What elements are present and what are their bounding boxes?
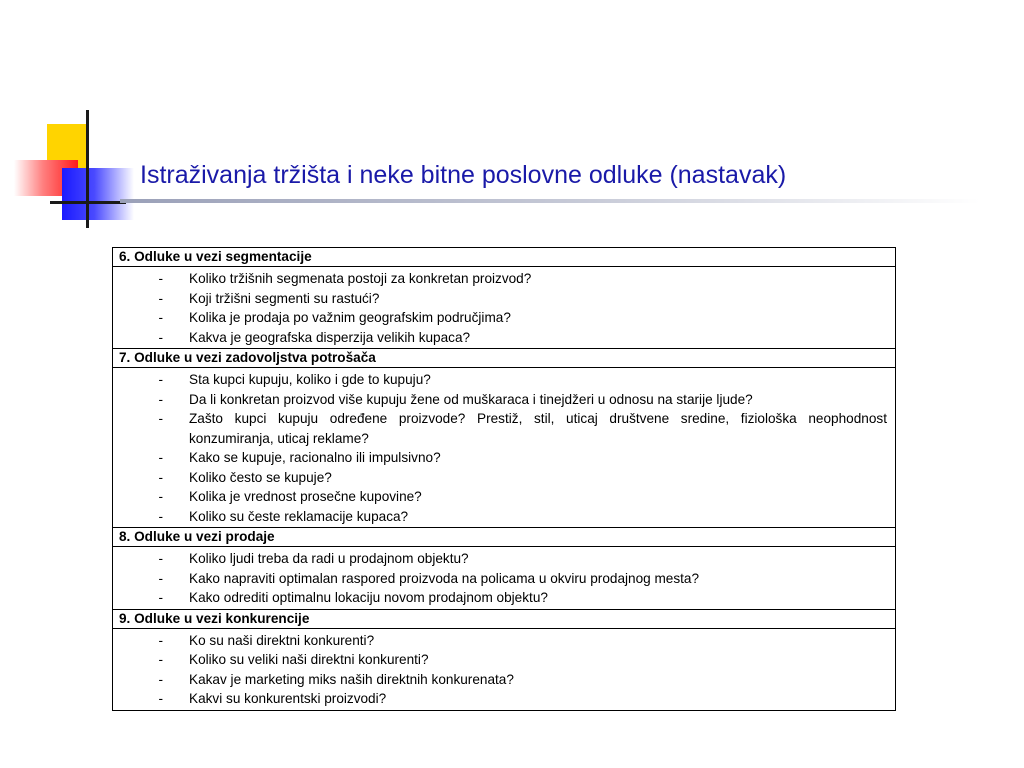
list-item: - Kako odrediti optimalnu lokaciju novom prodajnom objektu? [113,588,895,608]
list-item: - Kako napraviti optimalan raspored proizvoda na policama u okviru prodajnog mesta? [113,569,895,589]
list-item: - Koliko su česte reklamacije kupaca? [113,507,895,527]
list-item: - Koliko tržišnih segmenata postoji za konkretan proizvod? [113,269,895,289]
decisions-table [112,247,896,711]
list-item: - Kakvi su konkurentski proizvodi? [113,689,895,709]
bullet-dash: - [158,489,163,504]
bullet-dash: - [158,508,163,524]
table-section [113,527,895,609]
section-body [113,547,895,609]
section-body [113,267,895,348]
bullet-dash: - [158,372,163,387]
bullet-dash: - [158,671,163,687]
section-body [113,629,895,710]
bullet-dash: - [158,310,163,325]
list-item: - Da li konkretan proizvod više kupuju žene od muškaraca i tinejdžeri u odnosu na starije ljude? [113,390,895,410]
bullet-dash: - [158,652,163,667]
section-heading: 9. Odluke u vezi konkurencije [113,609,895,629]
bullet-dash: - [158,551,163,566]
section-heading: 7. Odluke u vezi zadovoljstva potrošača [113,348,895,368]
bullet-dash: - [158,632,163,648]
section-heading: 8. Odluke u vezi prodaje [113,527,895,547]
list-item: - Koji tržišni segmenti su rastući? [113,289,895,309]
list-item: - Koliko često se kupuje? [113,468,895,488]
vertical-line-decoration [86,110,89,228]
list-item: - Kako se kupuje, racionalno ili impulsivno? [113,448,895,468]
list-item: - Kolika je vrednost prosečne kupovine? [113,487,895,507]
horizontal-line-decoration [50,201,126,204]
list-item: - Kolika je prodaja po važnim geografskim područjima? [113,308,895,328]
list-item: - Koliko ljudi treba da radi u prodajnom objektu? [113,549,895,569]
bullet-dash: - [158,411,163,426]
blue-square-decoration [62,168,134,220]
section-body [113,368,895,527]
bullet-dash: - [158,391,163,407]
list-item: - Kakva je geografska disperzija velikih kupaca? [113,328,895,348]
bullet-dash: - [158,590,163,605]
bullet-dash: - [158,570,163,586]
bullet-dash: - [158,691,163,706]
list-item: - Zašto kupci kupuju određene proizvode? Prestiž, stil, uticaj društvene sredine, fiziološka neophodnost konzumiranja, uticaj reklame? [113,409,895,448]
bullet-dash: - [158,450,163,465]
list-item: - Sta kupci kupuju, koliko i gde to kupuju? [113,370,895,390]
bullet-dash: - [158,469,163,485]
table-section [113,348,895,527]
list-item: - Ko su naši direktni konkurenti? [113,631,895,651]
table-section [113,609,895,710]
section-heading: 6. Odluke u vezi segmentacije [113,248,895,267]
decorative-corner-graphic [0,0,140,240]
table-section [113,248,895,348]
slide-title: Istraživanja tržišta i neke bitne poslovne odluke (nastavak) [140,161,787,189]
bullet-dash: - [158,290,163,306]
list-item: - Kakav je marketing miks naših direktnih konkurenata? [113,670,895,690]
list-item: - Koliko su veliki naši direktni konkurenti? [113,650,895,670]
bullet-dash: - [158,329,163,345]
bullet-dash: - [158,271,163,286]
title-underline [120,199,980,203]
